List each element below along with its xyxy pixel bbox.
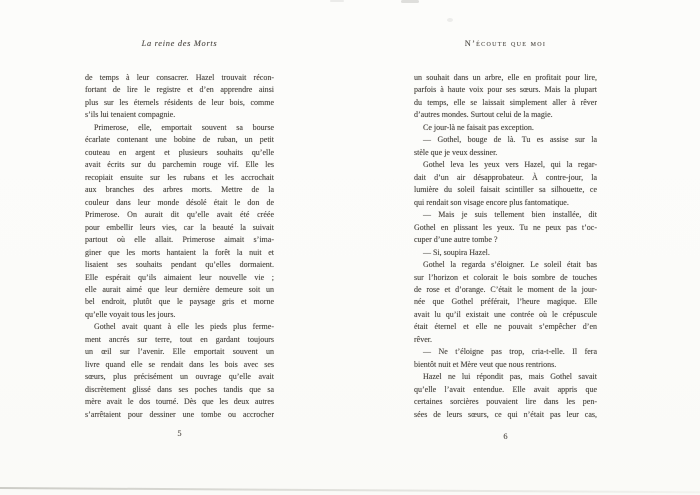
- text-line: Gothel en plissant les yeux. Tu ne peux pas t’oc-: [414, 222, 597, 232]
- text-line: giner que les morts hantaient la forêt la nuit et: [85, 247, 274, 257]
- text-line: couleur dans leur monde désolé était le don de: [85, 197, 274, 207]
- text-line: un souhait dans un arbre, elle en profitait pour lire,: [414, 73, 597, 82]
- text-line: fortant de lire le registre et d’en apprendre ainsi: [85, 85, 274, 95]
- text-line: d’autres mondes. Surtout celui de la magie.: [414, 110, 553, 120]
- text-line: du temps, elle se laissait simplement aller à rêver: [414, 97, 597, 107]
- text-line: parfois à haute voix pour ses sœurs. Mais la plupart: [414, 85, 597, 95]
- left-page-number: 5: [177, 429, 182, 438]
- text-line: lumière du soleil faisait scintiller sa silhouette, ce: [414, 185, 597, 195]
- text-line: plus sur les éternels résidents de leur bois, comme: [85, 97, 274, 107]
- text-line: Gothel leva les yeux vers Hazel, qui la regar-: [423, 160, 597, 170]
- text-line: s’arrêtaient pour dessiner une tombe ou accrocher: [85, 409, 274, 419]
- text-line: bientôt nuit et Mère veut que nous rentrions.: [414, 359, 557, 369]
- text-line: était éternel et elle ne pouvait s’empêcher d’en: [414, 322, 597, 332]
- left-page-text: [85, 72, 274, 421]
- text-line: stèle que je veux dessiner.: [414, 147, 498, 157]
- text-line: aux branches des arbres morts. Mettre de la: [85, 185, 274, 195]
- text-line: — Gothel, bouge de là. Tu es assise sur la: [423, 135, 597, 145]
- text-line: sur l’horizon et colorait le bois sombre de touches: [414, 272, 597, 282]
- text-line: rêver.: [414, 334, 432, 344]
- text-line: avait lu qu’il existait une contrée où le crépuscule: [414, 309, 597, 319]
- scan-artifact: [401, 0, 419, 3]
- text-line: cuper d’une autre tombe ?: [414, 235, 498, 245]
- text-line: avait écrits sur du parchemin rouge vif. Elle les: [85, 160, 274, 170]
- text-line: partout où elle allait. Primerose aimait s’ima-: [85, 235, 274, 245]
- text-line: Gothel avait quant à elle les pieds plus ferme-: [94, 322, 274, 332]
- text-line: de rose et d’orange. C’était le moment de la jour-: [414, 284, 597, 294]
- text-line: — Mais je suis tellement bien installée, dit: [423, 210, 597, 220]
- text-line: lisaient ses souhaits pendant qu’elles dormaient.: [85, 260, 274, 270]
- text-line: recopiait ensuite sur les rubans et les accrochait: [85, 172, 274, 182]
- text-line: elle aurait aimé que leur dernière demeure soit un: [85, 284, 274, 294]
- text-line: un œil sur l’avenir. Elle emportait souvent un: [85, 347, 274, 357]
- text-line: Elle espérait qu’ils aimaient leur nouvelle vie ;: [85, 272, 274, 282]
- text-line: Gothel la regarda s’éloigner. Le soleil était bas: [423, 260, 597, 270]
- text-line: qu’elle l’avait entendue. Elle avait appris que: [414, 384, 597, 394]
- text-line: pour embellir leurs vies, car la beauté la suivait: [85, 222, 274, 232]
- right-running-header: N’écoute que moi: [464, 39, 547, 48]
- text-line: Primerose, elle, emportait souvent sa bourse: [94, 122, 274, 132]
- text-line: sœurs, plus précisément un ouvrage qu’elle avait: [85, 372, 274, 382]
- text-line: Hazel ne lui répondit pas, mais Gothel savait: [423, 372, 597, 382]
- text-line: ment ancrés sur terre, tout en gardant toujours: [85, 334, 274, 344]
- text-line: née que Gothel préférait, l’heure magique. Elle: [414, 297, 597, 307]
- text-line: qui rendait son visage encore plus fantomatique.: [414, 197, 569, 207]
- text-line: de temps à leur consacrer. Hazel trouvait récon-: [85, 73, 274, 82]
- page-right: [414, 0, 597, 495]
- page-left: [85, 0, 274, 495]
- left-running-header: La reine des Morts: [141, 39, 218, 48]
- right-page-text: [414, 72, 597, 421]
- text-line: mère avait le dos tourné. Dès que les deux autres: [85, 397, 274, 407]
- text-line: écarlate contenant une bobine de ruban, un petit: [85, 135, 274, 145]
- text-line: Ce jour-là ne faisait pas exception.: [423, 122, 534, 132]
- text-line: — Ne t’éloigne pas trop, cria-t-elle. Il fera: [423, 347, 597, 357]
- text-line: — Si, soupira Hazel.: [423, 247, 490, 257]
- text-line: bel endroit, plutôt que le paysage gris et morne: [85, 297, 274, 307]
- scan-artifact: [447, 18, 453, 22]
- right-page-number: 6: [503, 432, 508, 441]
- text-line: discrètement glissé dans ses poches tandis que sa: [85, 384, 274, 394]
- text-line: qu’elle voyait tous les jours.: [85, 309, 176, 319]
- text-line: dait d’un air désapprobateur. À contre-jour, la: [414, 172, 597, 182]
- scan-artifact: [330, 0, 344, 2]
- text-line: sées de leurs sœurs, ce qui n’était pas leur cas,: [414, 409, 597, 419]
- text-line: s’ils lui tenaient compagnie.: [85, 110, 176, 120]
- text-line: couteau en argent et plusieurs souhaits qu’elle: [85, 147, 274, 157]
- text-line: certaines sorcières pouvaient lire dans les pen-: [414, 397, 597, 407]
- text-line: Primerose. On aurait dit qu’elle avait été créée: [85, 210, 274, 220]
- text-line: livre quand elle se rendait dans les bois avec ses: [85, 359, 274, 369]
